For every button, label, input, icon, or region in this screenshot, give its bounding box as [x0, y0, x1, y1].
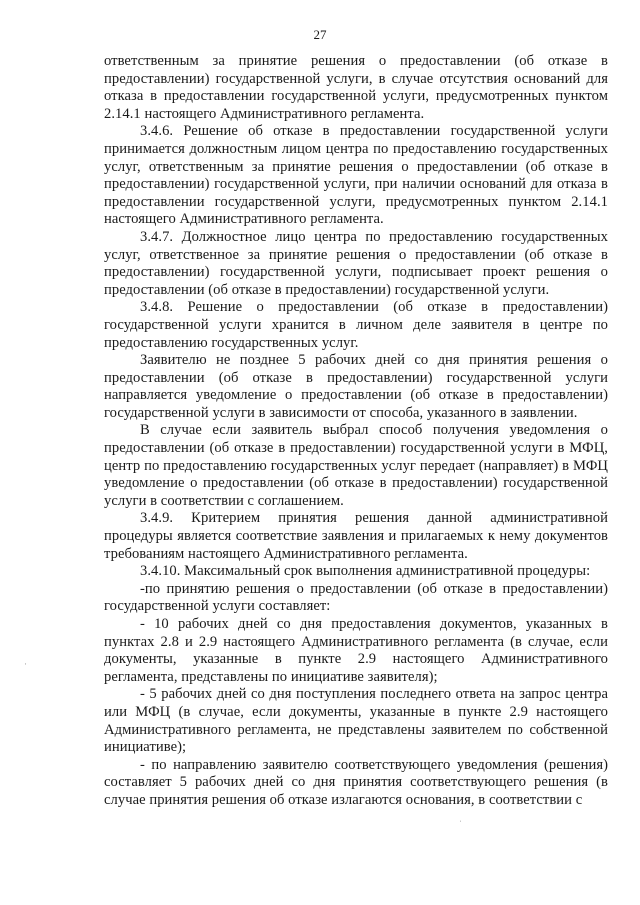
- paragraph-mfc-delivery: В случае если заявитель выбрал способ получения уведомления о предоставлении (об отказе в предоставлении) государственной услуги в МФЦ, центр по предоставлению государственных услуг передает (направляет) в МФЦ уведомление о предоставлении (об отказе в предоставлении) государственной услуги в соответствии с соглашением.: [104, 422, 608, 509]
- scan-speck: ˌ: [459, 812, 462, 822]
- document-body: [104, 53, 608, 810]
- list-item-term-5-days: - 5 рабочих дней со дня поступления последнего ответа на запрос центра или МФЦ (в случае, если документы, указанные в пункте 2.9 настоящего Административного регламента, не представлены заявителем по собственной инициативе);: [104, 686, 608, 756]
- list-item-term-10-days: - 10 рабочих дней со дня предоставления документов, указанных в пунктах 2.8 и 2.9 настоящего Административного регламента (в случае, если документы, указанные в пункте 2.9 настоящего Административного регламента, представлены по инициативе заявителя);: [104, 616, 608, 685]
- paragraph-3-4-7: 3.4.7. Должностное лицо центра по предоставлению государственных услуг, ответственное за принятие решения о предоставлении (об отказе в предоставлении) государственной услуги, подписывает проект решения о предоставлении (об отказе в предоставлении) государственной услуги.: [104, 228, 608, 298]
- scan-speck: ·: [24, 659, 27, 669]
- page-number: 27: [313, 27, 327, 42]
- paragraph-3-4-9: 3.4.9. Критерием принятия решения данной административной процедуры является соответствие заявления и прилагаемых к нему документов требованиям настоящего Административного регламента.: [104, 510, 608, 562]
- list-item-term-notification: - по направлению заявителю соответствующего уведомления (решения) составляет 5 рабочих дней со дня принятия соответствующего решения (в случае принятия решения об отказе излагаются основания, в соответствии с: [104, 756, 608, 808]
- paragraph-3-4-8: 3.4.8. Решение о предоставлении (об отказе в предоставлении) государственной услуги хранится в личном деле заявителя в центре по предоставлению государственных услуг.: [104, 299, 608, 351]
- paragraph-term-intro: -по принятию решения о предоставлении (об отказе в предоставлении) государственной услуги составляет:: [104, 580, 608, 615]
- paragraph-continuation: ответственным за принятие решения о предоставлении (об отказе в предоставлении) государственной услуги, в случае отсутствия оснований для отказа в предоставлении государственной услуги, предусмотренных пунктом 2.14.1 настоящего Административного регламента.: [104, 53, 608, 122]
- paragraph-3-4-10: 3.4.10. Максимальный срок выполнения административной процедуры:: [140, 563, 591, 580]
- paragraph-notification: Заявителю не позднее 5 рабочих дней со дня принятия решения о предоставлении (об отказе в предоставлении) государственной услуги направляется уведомление о предоставлении (об отказе в предоставлении) государственной услуги в зависимости от способа, указанного в заявлении.: [104, 352, 608, 421]
- paragraph-3-4-6: 3.4.6. Решение об отказе в предоставлении государственной услуги принимается должностным лицом центра по предоставлению государственных услуг, ответственным за принятие решения о предоставлении (об отказе в предоставлении) государственной услуги, при наличии оснований для отказа в предоставлении государственной услуги, предусмотренных пунктом 2.14.1 настоящего Административного регламента.: [104, 123, 608, 228]
